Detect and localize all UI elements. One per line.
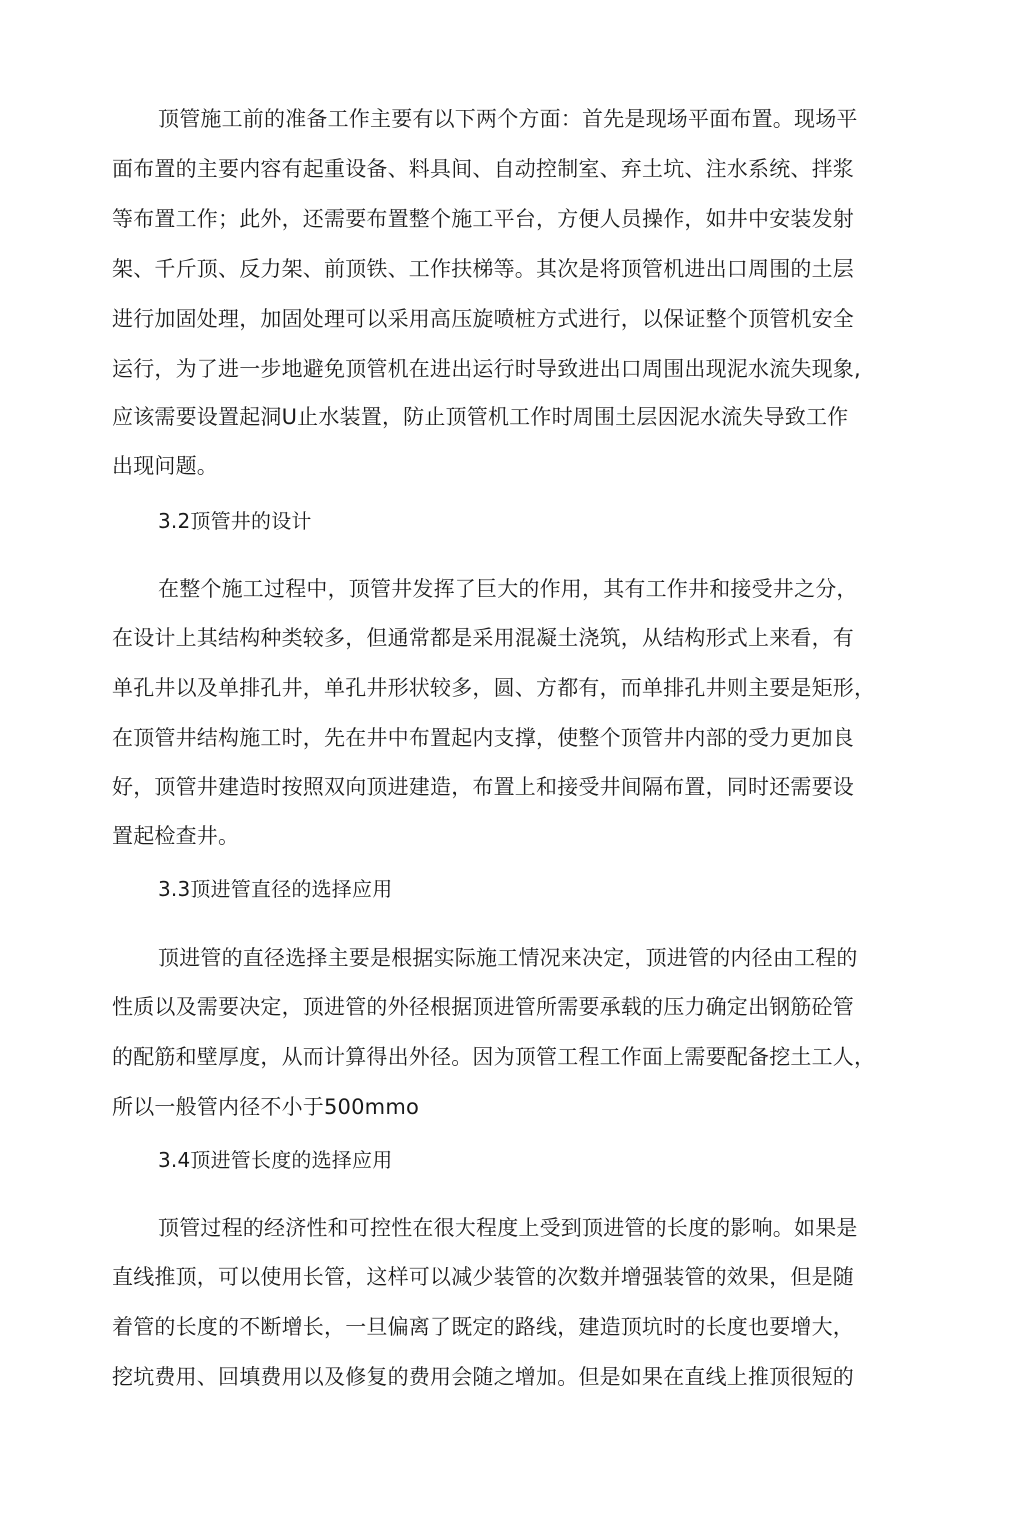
para1-line-3: 等布置工作；此外，还需要布置整个施工平台，方便人员操作，如井中安装发射 — [112, 207, 854, 231]
section-heading-3-3: 3.3顶进管直径的选择应用 — [158, 877, 393, 901]
para1-line-7: 应该需要设置起洞U止水装置，防止顶管机工作时周围土层因泥水流失导致工作 — [112, 405, 849, 429]
para4-line-4: 挖坑费用、回填费用以及修复的费用会随之增加。但是如果在直线上推顶很短的 — [112, 1365, 854, 1389]
para1-line-4: 架、千斤顶、反力架、前顶铁、工作扶梯等。其次是将顶管机进出口周围的土层 — [112, 257, 854, 281]
section-heading-3-2: 3.2顶管井的设计 — [158, 509, 312, 533]
para2-line-4: 在顶管井结构施工时，先在井中布置起内支撑，使整个顶管井内部的受力更加良 — [112, 726, 854, 750]
para2-line-1: 在整个施工过程中，顶管井发挥了巨大的作用，其有工作井和接受井之分， — [158, 577, 858, 601]
para2-line-5: 好，顶管井建造时按照双向顶进建造，布置上和接受井间隔布置，同时还需要设 — [112, 775, 854, 799]
para2-line-2: 在设计上其结构种类较多，但通常都是采用混凝土浇筑，从结构形式上来看，有 — [112, 626, 854, 650]
para1-line-8: 出现问题。 — [112, 454, 218, 478]
para1-line-6: 运行，为了进一步地避免顶管机在进出运行时导致进出口周围出现泥水流失现象, — [112, 357, 861, 381]
para3-line-4: 所以一般管内径不小于500mmo — [112, 1095, 420, 1119]
para1-line-1: 顶管施工前的准备工作主要有以下两个方面：首先是现场平面布置。现场平 — [158, 107, 858, 131]
para3-line-1: 顶进管的直径选择主要是根据实际施工情况来决定，顶进管的内径由工程的 — [158, 946, 858, 970]
para2-line-6: 置起检查井。 — [112, 824, 240, 848]
para4-line-3: 着管的长度的不断增长，一旦偏离了既定的路线，建造顶坑时的长度也要增大， — [112, 1315, 854, 1339]
section-heading-3-4: 3.4顶进管长度的选择应用 — [158, 1148, 393, 1172]
para4-line-2: 直线推顶，可以使用长管，这样可以减少装管的次数并增强装管的效果，但是随 — [112, 1265, 854, 1289]
para1-line-5: 进行加固处理，加固处理可以采用高压旋喷桩方式进行，以保证整个顶管机安全 — [112, 307, 854, 331]
para1-line-2: 面布置的主要内容有起重设备、料具间、自动控制室、弃土坑、注水系统、拌浆 — [112, 157, 854, 181]
para3-line-2: 性质以及需要决定，顶进管的外径根据顶进管所需要承载的压力确定出钢筋砼管 — [112, 995, 854, 1019]
para3-line-3: 的配筋和壁厚度，从而计算得出外径。因为顶管工程工作面上需要配备挖土工人， — [112, 1045, 876, 1069]
para4-line-1: 顶管过程的经济性和可控性在很大程度上受到顶进管的长度的影响。如果是 — [158, 1216, 858, 1240]
para2-line-3: 单孔井以及单排孔井，单孔井形状较多，圆、方都有，而单排孔井则主要是矩形， — [112, 676, 876, 700]
